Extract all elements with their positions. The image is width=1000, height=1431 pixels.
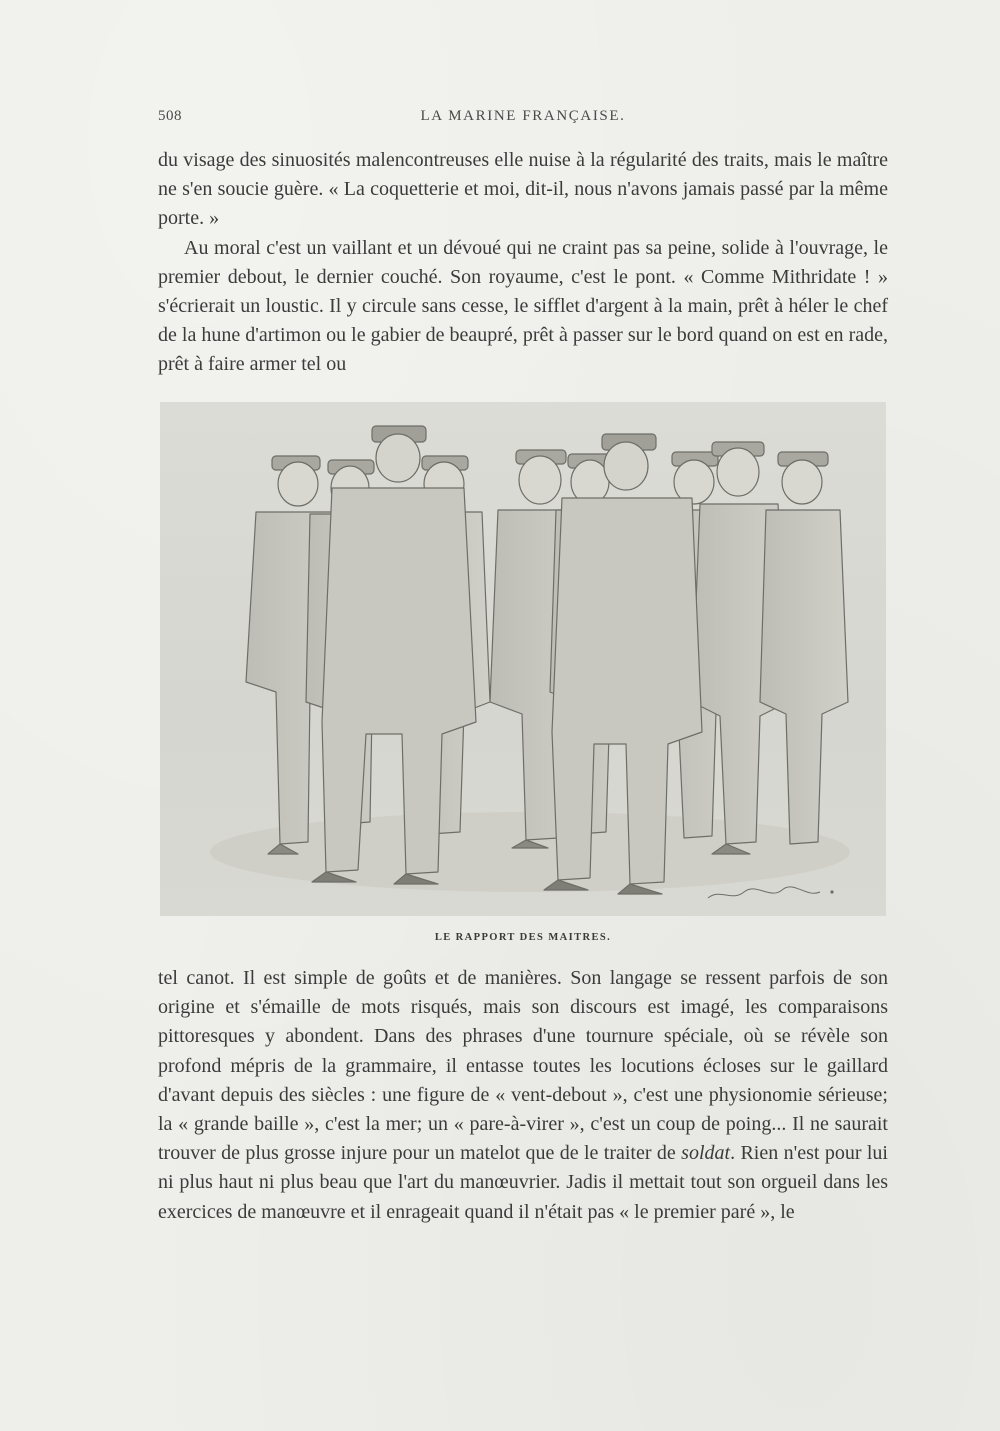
italic-word: soldat xyxy=(681,1142,731,1165)
running-title: LA MARINE FRANÇAISE. xyxy=(420,108,626,124)
illustration-sailors xyxy=(160,402,886,916)
page-number: 508 xyxy=(158,108,182,124)
sailor-figures xyxy=(246,426,848,894)
body-text-top xyxy=(158,146,888,380)
sailor-figure xyxy=(760,452,848,844)
figure-caption: LE RAPPORT DES MAITRES. xyxy=(434,932,612,943)
body-text-bottom xyxy=(158,964,888,1227)
paragraph xyxy=(158,964,888,1227)
page-header xyxy=(158,108,888,132)
paragraph: du visage des sinuosités malencontreuses elle nuise à la régularité des traits, mais le maître ne s'en soucie guère. « La coquetterie et moi, dit-il, nous n'avons jamais passé par la même porte. » xyxy=(158,149,888,230)
artist-signature xyxy=(708,887,820,898)
signature-dot xyxy=(830,890,833,893)
text-run: . Rien n'est pour lui ni plus haut ni plus beau que l'art du manœuvrier. Jadis il mettait tout son orgueil dans les exercices de manœuvre et il enrageait quand il n'était pas « le premier paré », le xyxy=(158,1142,888,1223)
text-run: tel canot. Il est simple de goûts et de manières. Son langage se ressent parfois de son origine et s'émaille de mots risqués, mais son discours est imagé, les comparaisons pittoresques y abondent. Dans des phrases d'une tournure spéciale, où se révèle son profond mépris de la grammaire, il entasse toutes les locutions écloses sur le gaillard d'avant depuis des siècles : une figure de « vent-debout », c'est une physionomie sérieuse; la « grande baille », c'est la mer; un « pare-à-virer », c'est un coup de poing... Il ne saurait trouver de plus grosse injure pour un matelot que de le traiter de xyxy=(158,967,888,1165)
paragraph: Au moral c'est un vaillant et un dévoué qui ne craint pas sa peine, solide à l'ouvrage, le premier debout, le dernier couché. Son royaume, c'est le pont. « Comme Mithridate ! » s'écrierait un loustic. Il y circule sans cesse, le sifflet d'argent à la main, prêt à héler le chef de la hune d'artimon ou le gabier de beaupré, prêt à passer sur le bord quand on est en rade, prêt à faire armer tel ou xyxy=(158,236,888,376)
pencil-sketch-group-of-sailors xyxy=(160,402,886,916)
